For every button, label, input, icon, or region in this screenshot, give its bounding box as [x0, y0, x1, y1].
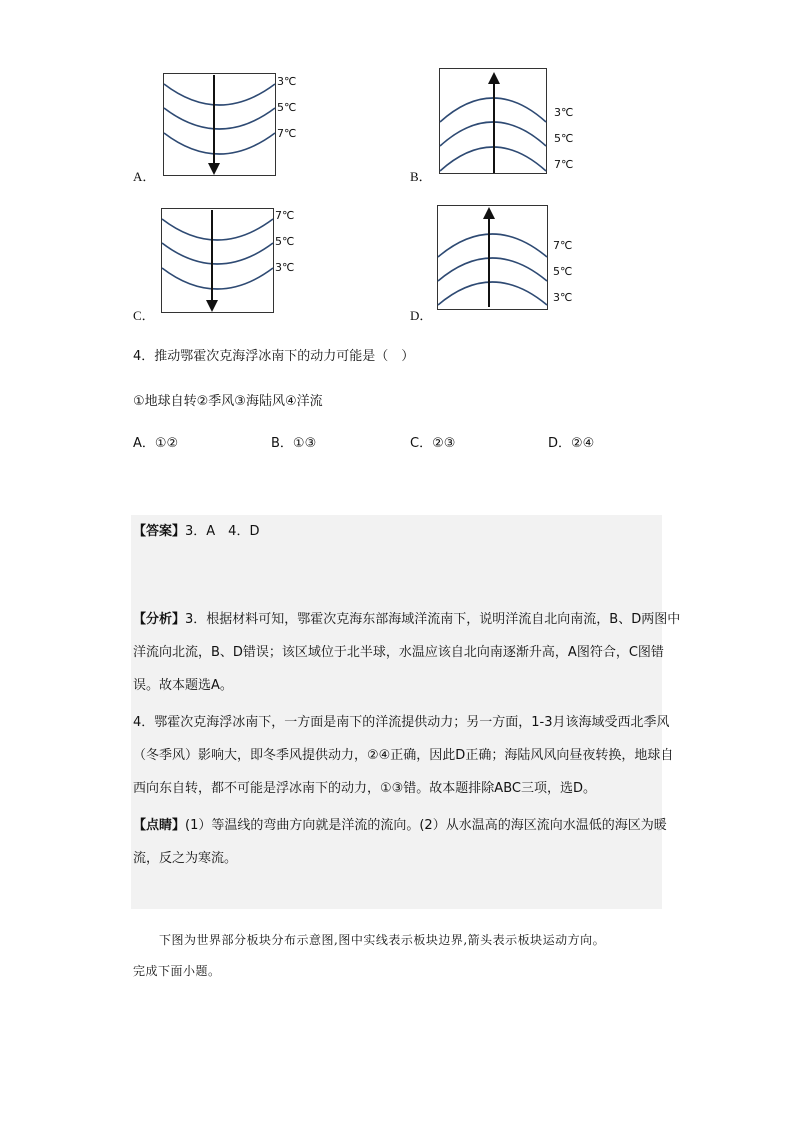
option-c-diagram [161, 208, 311, 318]
temp-label: 7℃ [277, 127, 297, 140]
answer-panel [131, 515, 681, 909]
temp-label: 5℃ [554, 132, 574, 145]
option-b-diagram [439, 68, 589, 176]
temp-label: 5℃ [277, 101, 297, 114]
temp-label: 3℃ [553, 291, 573, 304]
next-question-intro [133, 925, 693, 987]
choice-b: B．①③ [271, 436, 317, 451]
tip-text: (1）等温线的弯曲方向就是洋流的流向。(2）从水温高的海区流向水温低的海区为暖流，反之为寒流。 [133, 818, 667, 866]
option-d-diagram [437, 205, 587, 315]
temp-label: 3℃ [275, 261, 295, 274]
analysis-block [133, 603, 681, 875]
temp-label: 7℃ [275, 209, 295, 222]
answer-line [133, 515, 259, 548]
question-4-stem: 4．推动鄂霍次克海浮冰南下的动力可能是（ ） [133, 349, 415, 364]
option-b-label: B． [410, 169, 432, 184]
analysis-para-3 [133, 603, 681, 702]
option-a-diagram [163, 73, 313, 179]
intro-line-2: 完成下面小题。 [133, 964, 221, 978]
option-a-label: A． [133, 169, 156, 184]
analysis-tag: 【分析】 [133, 612, 186, 627]
temp-label: 3℃ [554, 106, 574, 119]
option-c-label: C． [133, 308, 155, 323]
temp-label: 7℃ [554, 158, 574, 171]
option-d-label: D． [410, 308, 433, 323]
choice-c: C．②③ [410, 436, 456, 451]
analysis-para-4: 4．鄂霍次克海浮冰南下，一方面是南下的洋流提供动力；另一方面，1-3月该海域受西北季风（冬季风）影响大，即冬季风提供动力，②④正确，因此D正确；海陆风风向昼夜转换，地球自西向东自转，都不可能是浮冰南下的动力，①③错。故本题排除ABC三项，选D。 [133, 715, 674, 796]
tip-para [133, 809, 681, 875]
question-4-items: ①地球自转②季风③海陆风④洋流 [133, 394, 323, 409]
intro-line-1: 下图为世界部分板块分布示意图,图中实线表示板块边界,箭头表示板块运动方向。 [159, 933, 606, 947]
answer-text: 3．A 4．D [185, 524, 260, 539]
temp-label: 3℃ [277, 75, 297, 88]
choice-d: D．②④ [548, 436, 595, 451]
choice-a: A．①② [133, 436, 179, 451]
temp-label: 5℃ [275, 235, 295, 248]
temp-label: 5℃ [553, 265, 573, 278]
answer-tag: 【答案】 [133, 524, 186, 539]
tip-tag: 【点睛】 [133, 818, 186, 833]
analysis-text-3: 3．根据材料可知，鄂霍次克海东部海域洋流南下，说明洋流自北向南流，B、D两图中洋流向北流，B、D错误；该区域位于北半球，水温应该自北向南逐渐升高，A图符合，C图错误。故本题选A。 [133, 612, 681, 693]
temp-label: 7℃ [553, 239, 573, 252]
